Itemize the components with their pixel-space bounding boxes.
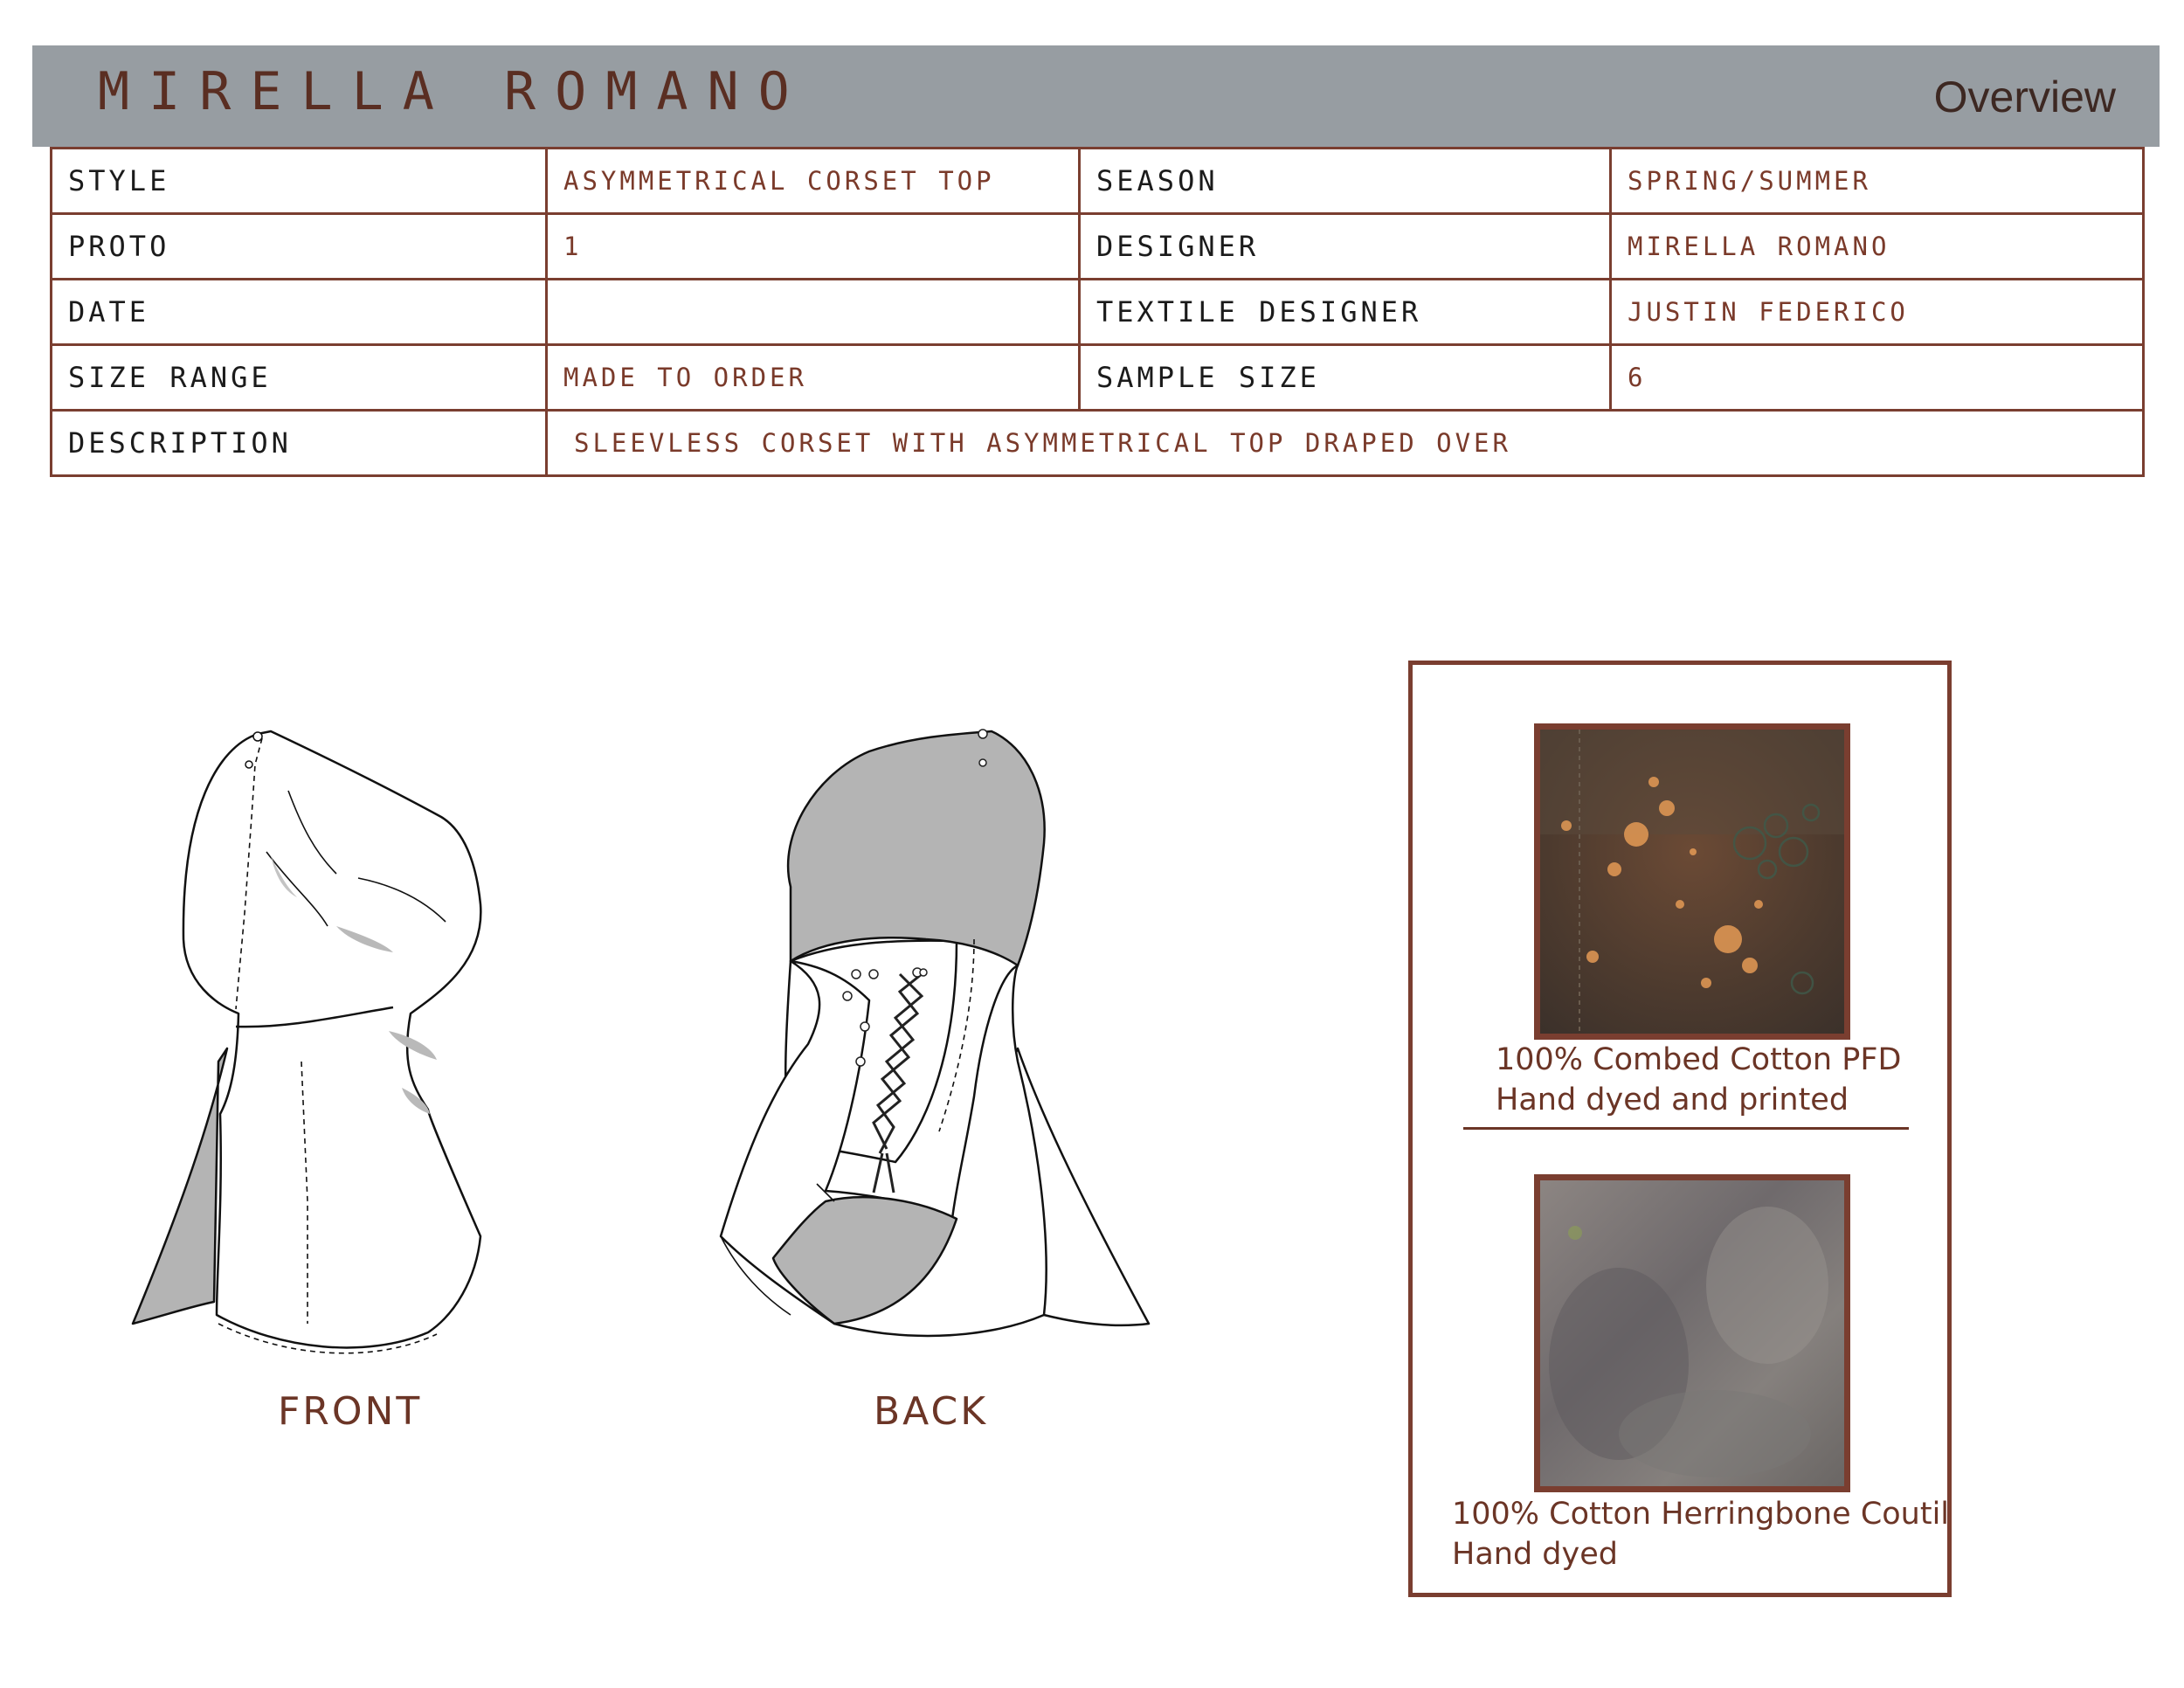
fabric-swatch-2 <box>1534 1174 1850 1492</box>
spec-row-size <box>52 345 2144 411</box>
spec-row-date <box>52 280 2144 345</box>
fabric-2-treatment: Hand dyed <box>1452 1537 1618 1572</box>
fabric-divider <box>1463 1127 1909 1130</box>
date-value <box>547 280 1080 345</box>
size-range-value: MADE TO ORDER <box>547 345 1080 411</box>
textile-designer-value: JUSTIN FEDERICO <box>1611 280 2144 345</box>
description-label: DESCRIPTION <box>52 411 547 476</box>
proto-value: 1 <box>547 214 1080 280</box>
front-sketch <box>114 712 577 1376</box>
spec-table <box>50 147 2145 477</box>
header-bar <box>32 45 2160 147</box>
date-label: DATE <box>52 280 547 345</box>
designer-value: MIRELLA ROMANO <box>1611 214 2144 280</box>
fabric-2-composition: 100% Cotton Herringbone Coutil <box>1452 1497 1950 1532</box>
back-label: BACK <box>874 1389 989 1434</box>
sample-size-value: 6 <box>1611 345 2144 411</box>
textile-designer-label: TEXTILE DESIGNER <box>1080 280 1611 345</box>
back-sketch <box>695 712 1171 1376</box>
fabric-swatch-1 <box>1534 723 1850 1040</box>
season-value: SPRING/SUMMER <box>1611 149 2144 214</box>
size-range-label: SIZE RANGE <box>52 345 547 411</box>
front-label: FRONT <box>278 1389 423 1434</box>
proto-label: PROTO <box>52 214 547 280</box>
spec-row-proto <box>52 214 2144 280</box>
description-value: SLEEVLESS CORSET WITH ASYMMETRICAL TOP DRAPED OVER <box>547 411 2144 476</box>
sample-size-label: SAMPLE SIZE <box>1080 345 1611 411</box>
season-label: SEASON <box>1080 149 1611 214</box>
designer-label: DESIGNER <box>1080 214 1611 280</box>
style-label: STYLE <box>52 149 547 214</box>
spec-row-style <box>52 149 2144 214</box>
section-title: Overview <box>1933 73 2116 121</box>
style-value: ASYMMETRICAL CORSET TOP <box>547 149 1080 214</box>
fabric-1-treatment: Hand dyed and printed <box>1496 1083 1849 1117</box>
fabric-1-composition: 100% Combed Cotton PFD <box>1496 1042 1902 1077</box>
brand-name: MIRELLA ROMANO <box>98 61 809 122</box>
spec-row-description <box>52 411 2144 476</box>
